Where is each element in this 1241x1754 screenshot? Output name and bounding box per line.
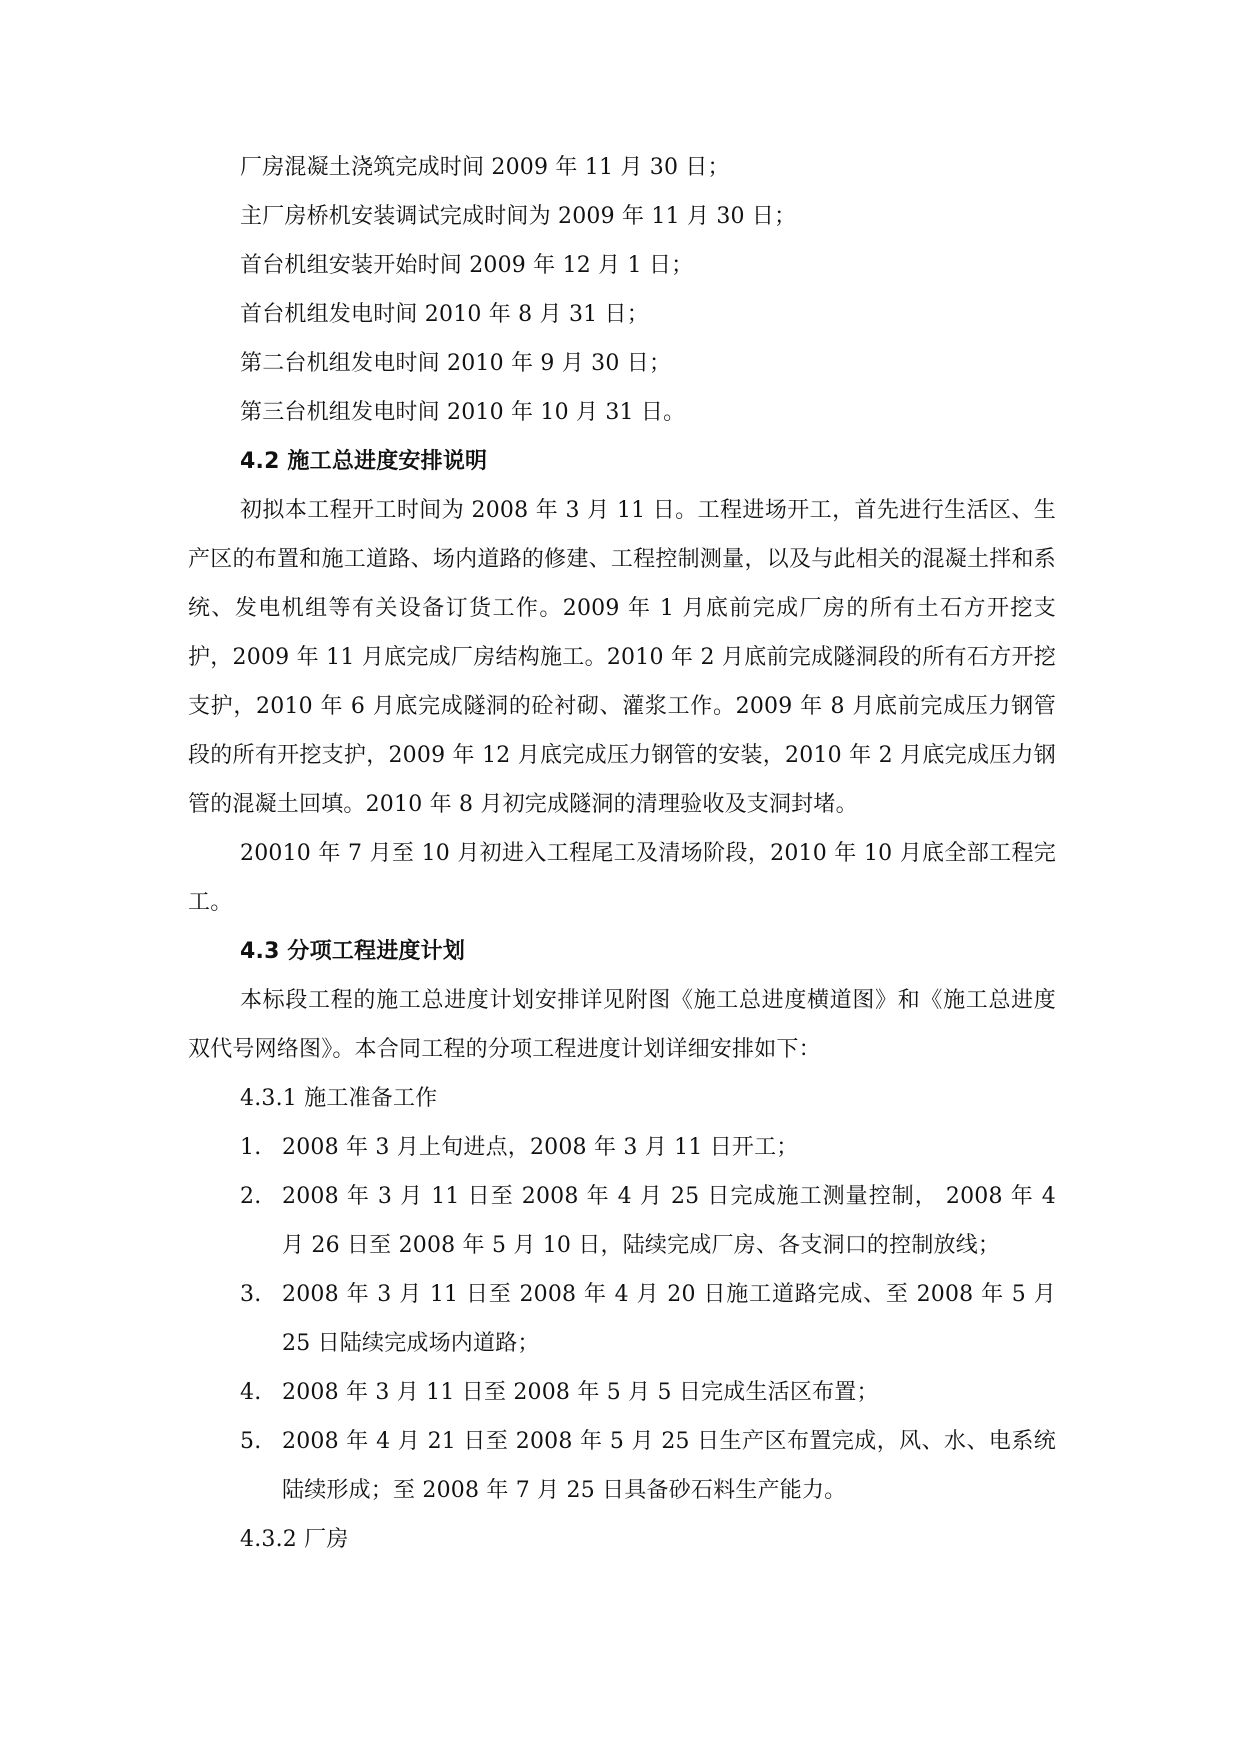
list-item-number: 2. — [240, 1184, 262, 1209]
paragraph-sub-schedule: 本标段工程的施工总进度计划安排详见附图《施工总进度横道图》和《施工总进度双代号网络图》。本合同工程的分项工程进度计划详细安排如下： — [188, 988, 1056, 1062]
list-item-text: 2008 年 3 月 11 日至 2008 年 4 月 25 日完成施工测量控制， 2008 年 4 月 26 日至 2008 年 5 月 10 日，陆续完成厂房、各支洞口的控制放线； — [282, 1184, 1056, 1258]
subsection-heading-4-3-2: 4.3.2 厂房 — [240, 1527, 349, 1552]
list-item-number: 1. — [240, 1135, 262, 1160]
list-item — [188, 1172, 1056, 1270]
list-item-text: 2008 年 4 月 21 日至 2008 年 5 月 25 日生产区布置完成，风、水、电系统陆续形成；至 2008 年 7 月 25 日具备砂石料生产能力。 — [282, 1429, 1056, 1503]
section-heading-4-3: 4.3 分项工程进度计划 — [240, 939, 466, 964]
paragraph-overall-schedule: 初拟本工程开工时间为 2008 年 3 月 11 日。工程进场开工，首先进行生活区、生产区的布置和施工道路、场内道路的修建、工程控制测量，以及与此相关的混凝土拌和系统、发电机组等有关设备订货工作。2009 年 1 月底前完成厂房的所有土石方开挖支护，2009 年 11 月底完成厂房结构施工。2010 年 2 月底前完成隧洞段的所有石方开挖支护，2010 年 6 月底完成隧洞的砼衬砌、灌浆工作。2009 年 8 月底前完成压力钢管段的所有开挖支护，2009 年 12 月底完成压力钢管的安装，2010 年 2 月底完成压力钢管的混凝土回填。2010 年 8 月初完成隧洞的清理验收及支洞封堵。 — [188, 498, 1056, 817]
list-item-text: 2008 年 3 月 11 日至 2008 年 4 月 20 日施工道路完成、至 2008 年 5 月 25 日陆续完成场内道路； — [282, 1282, 1056, 1356]
schedule-line: 首台机组发电时间 2010 年 8 月 31 日； — [240, 302, 649, 327]
subsection-heading-4-3-1: 4.3.1 施工准备工作 — [240, 1086, 438, 1111]
list-item-number: 5. — [240, 1429, 262, 1454]
list-item-number: 4. — [240, 1380, 262, 1405]
list-item-number: 3. — [240, 1282, 262, 1307]
schedule-line: 首台机组安装开始时间 2009 年 12 月 1 日； — [240, 253, 694, 278]
paragraph-completion: 20010 年 7 月至 10 月初进入工程尾工及清场阶段，2010 年 10 月底全部工程完工。 — [188, 841, 1056, 915]
list-item — [188, 1123, 1056, 1172]
list-item-text: 2008 年 3 月上旬进点，2008 年 3 月 11 日开工； — [282, 1135, 799, 1160]
document-body — [188, 143, 1056, 1564]
list-item — [188, 1270, 1056, 1368]
list-item-text: 2008 年 3 月 11 日至 2008 年 5 月 5 日完成生活区布置； — [282, 1380, 879, 1405]
list-item — [188, 1417, 1056, 1515]
schedule-line: 主厂房桥机安装调试完成时间为 2009 年 11 月 30 日； — [240, 204, 797, 229]
schedule-line: 第三台机组发电时间 2010 年 10 月 31 日。 — [240, 400, 686, 425]
section-heading-4-2: 4.2 施工总进度安排说明 — [240, 449, 488, 474]
schedule-line: 厂房混凝土浇筑完成时间 2009 年 11 月 30 日； — [240, 155, 730, 180]
list-item — [188, 1368, 1056, 1417]
schedule-line: 第二台机组发电时间 2010 年 9 月 30 日； — [240, 351, 672, 376]
